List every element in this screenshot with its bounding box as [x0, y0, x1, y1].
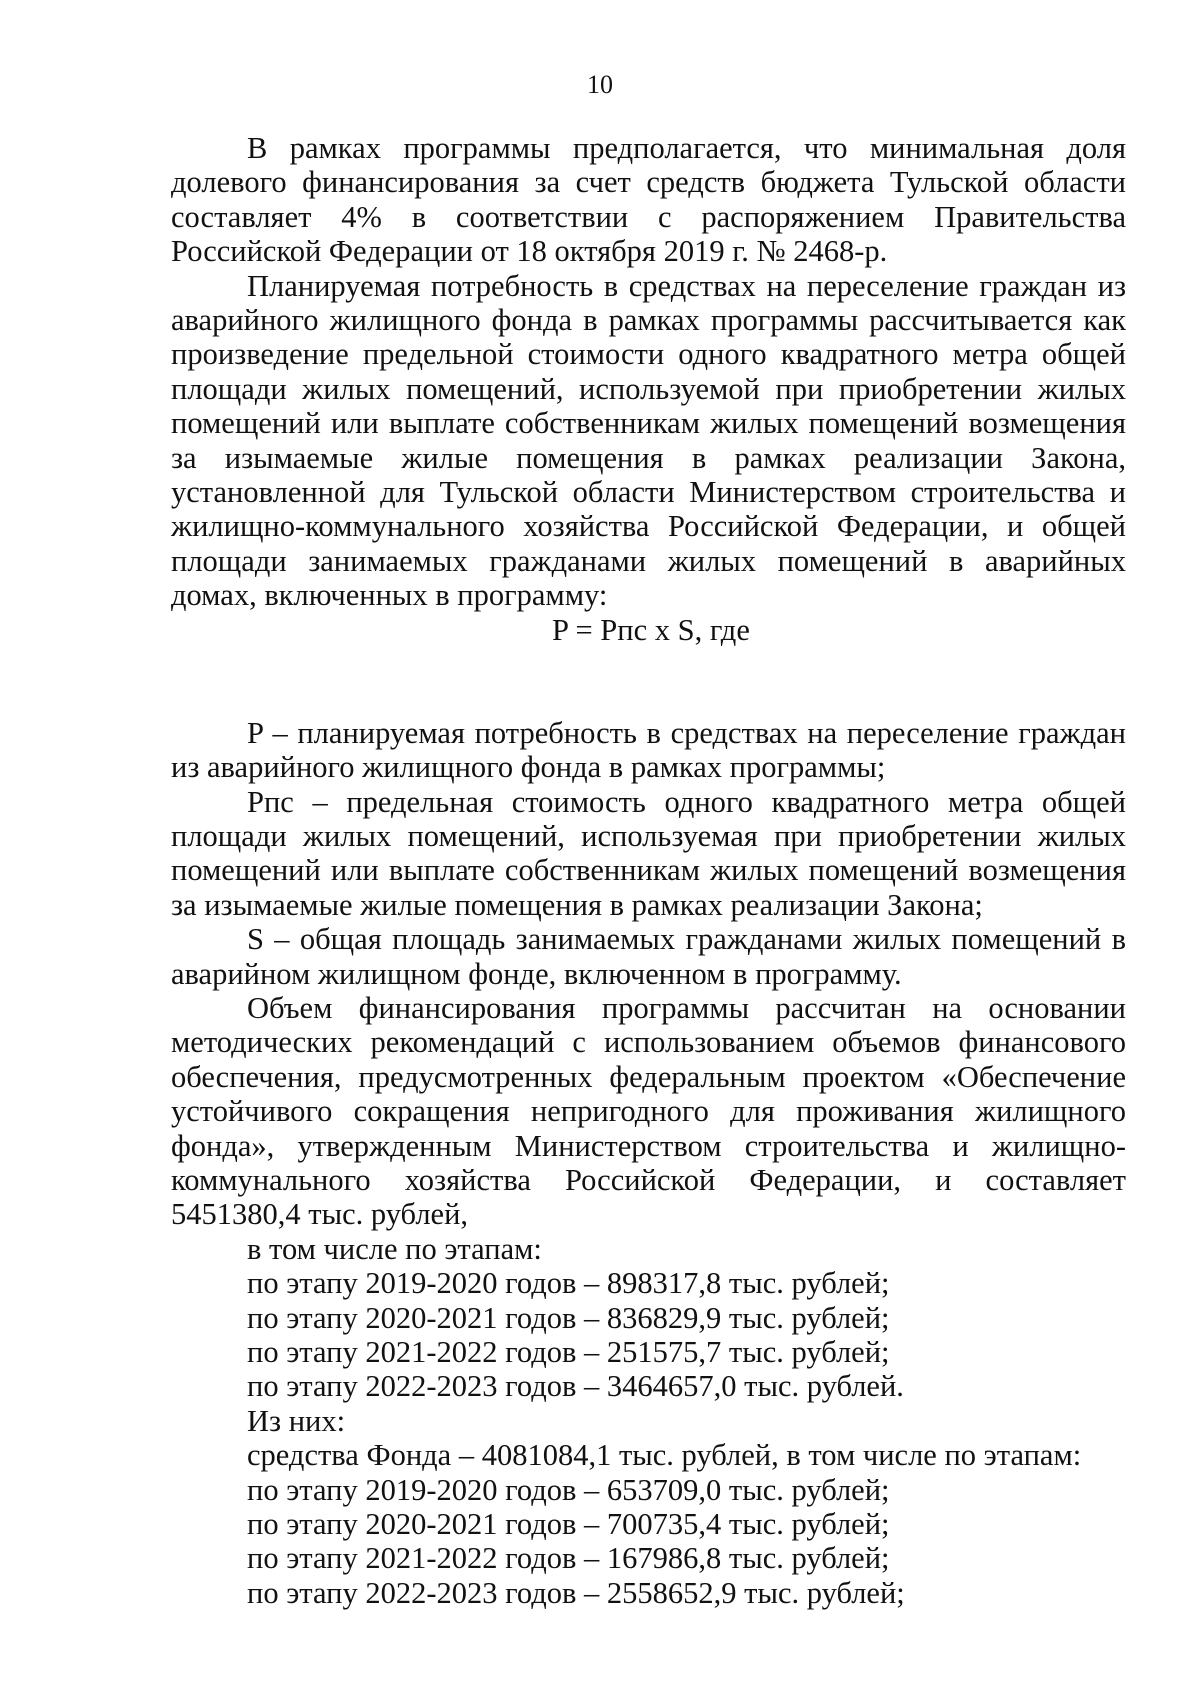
definition-rps: Рпс – предельная стоимость одного квадратного метра общей площади жилых помещений, используемая при приобретении жилых помещений или выплате собственникам жилых помещений возмещения за изымаемые жилые помещения в рамках реализации Закона;	[171, 784, 1126, 922]
fund-stage-item: по этапу 2020-2021 годов – 700735,4 тыс. рублей;	[247, 1507, 890, 1542]
page-body	[171, 131, 1126, 1610]
paragraph-planned-need: Планируемая потребность в средствах на переселение граждан из аварийного жилищного фонда в рамках программы рассчитывается как произведение предельной стоимости одного квадратного метра общей площади жилых помещений, используемой при приобретении жилых помещений или выплате собственникам жилых помещений возмещения за изымаемые жилые помещения в рамках реализации Закона, установленной для Тульской области Министерством строительства и жилищно-коммунального хозяйства Российской Федерации, и общей площади занимаемых гражданами жилых помещений в аварийных домах, включенных в программу:	[171, 268, 1126, 613]
fund-stage-item: по этапу 2019-2020 годов – 653709,0 тыс. рублей;	[247, 1472, 890, 1507]
stages-total-intro: в том числе по этапам:	[247, 1231, 542, 1266]
fund-stage-item: по этапу 2022-2023 годов – 2558652,9 тыс. рублей;	[247, 1575, 905, 1610]
definition-s: S – общая площадь занимаемых гражданами жилых помещений в аварийном жилищном фонде, включенном в программу.	[171, 922, 1126, 991]
page-number: 10	[587, 70, 613, 99]
of-them-label: Из них:	[247, 1403, 346, 1438]
fund-stage-item: по этапу 2021-2022 годов – 167986,8 тыс. рублей;	[247, 1541, 890, 1576]
formula: P = Рпс х S, где	[552, 612, 750, 647]
stage-total-item: по этапу 2020-2021 годов – 836829,9 тыс. рублей;	[247, 1300, 890, 1335]
stage-total-item: по этапу 2019-2020 годов – 898317,8 тыс. рублей;	[247, 1266, 890, 1301]
stage-total-item: по этапу 2021-2022 годов – 251575,7 тыс. рублей;	[247, 1335, 890, 1369]
paragraph-funding-volume: Объем финансирования программы рассчитан на основании методических рекомендаций с использованием объемов финансового обеспечения, предусмотренных федеральным проектом «Обеспечение устойчивого сокращения непригодного для проживания жилищного фонда», утвержденным Министерством строительства и жилищно-коммунального хозяйства Российской Федерации, и составляет 5451380,4 тыс. рублей,	[171, 990, 1126, 1232]
definition-p: P – планируемая потребность в средствах на переселение граждан из аварийного жилищного фонда в рамках программы;	[171, 715, 1126, 785]
paragraph-cofinancing-share: В рамках программы предполагается, что минимальная доля долевого финансирования за счет средств бюджета Тульской области составляет 4% в соответствии с распоряжением Правительства Российской Федерации от 18 октября 2019 г. № 2468-р.	[171, 131, 1126, 269]
fund-intro: средства Фонда – 4081084,1 тыс. рублей, в том числе по этапам:	[247, 1438, 1082, 1473]
stage-total-item: по этапу 2022-2023 годов – 3464657,0 тыс. рублей.	[247, 1369, 904, 1404]
